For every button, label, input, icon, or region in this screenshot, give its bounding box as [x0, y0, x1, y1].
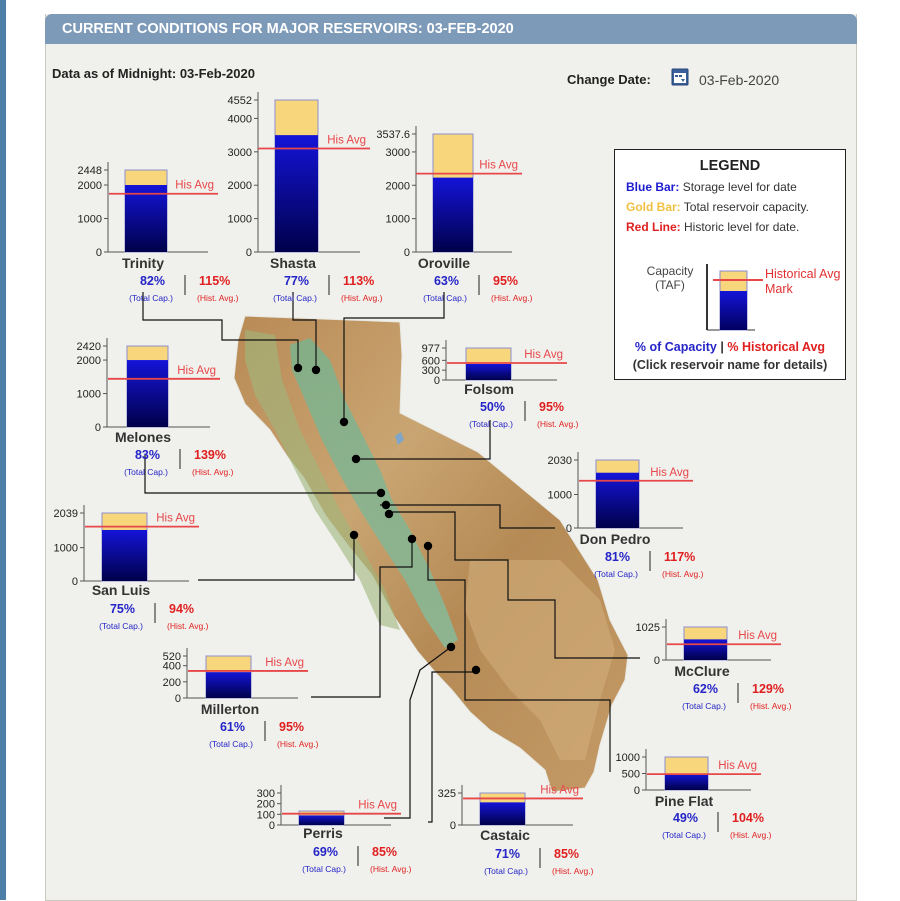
hist-avg-caption: (Hist. Avg.): [192, 467, 234, 477]
reservoir-name-link[interactable]: Pine Flat: [654, 793, 714, 809]
reservoir-location-dot: [340, 418, 348, 426]
reservoir-name-link[interactable]: San Luis: [91, 582, 151, 598]
his-avg-label: His Avg: [479, 159, 518, 172]
pct-capacity-value: 77%: [283, 274, 309, 288]
total-cap-caption: (Total Cap.): [423, 293, 467, 303]
legend-blue-text: Storage level for date: [682, 180, 797, 194]
legend-pct-capacity: % of Capacity: [634, 340, 717, 354]
his-avg-label: His Avg: [524, 348, 563, 361]
legend-separator: |: [720, 340, 724, 354]
reservoir-name-link[interactable]: Oroville: [417, 255, 471, 271]
legend-red-text: Historic level for date.: [684, 220, 800, 234]
total-cap-caption: (Total Cap.): [99, 621, 143, 631]
y-tick-label: 2030: [547, 455, 572, 467]
connector-line: [311, 539, 412, 697]
his-avg-label: His Avg: [738, 630, 777, 643]
reservoir-location-dot: [312, 366, 320, 374]
y-tick-label: 4552: [227, 95, 252, 107]
y-tick-label: 1000: [76, 388, 101, 401]
legend-pct-row: [615, 340, 845, 354]
reservoir-location-dot: [408, 535, 416, 543]
legend-red-row: [626, 220, 799, 234]
storage-bar: [275, 135, 318, 252]
his-avg-label: His Avg: [718, 760, 757, 773]
legend-click-note: (Click reservoir name for details): [632, 358, 828, 372]
storage-bar: [299, 815, 344, 825]
storage-bar: [480, 802, 525, 825]
y-tick-label: 2000: [77, 180, 102, 193]
hist-avg-caption: (Hist. Avg.): [341, 293, 383, 303]
connector-line: [428, 546, 610, 772]
y-tick-label: 1000: [385, 213, 410, 226]
y-tick-label: 0: [653, 655, 660, 667]
legend-capacity-label: Capacity (TAF): [646, 264, 694, 292]
reservoir-location-dot: [377, 489, 385, 497]
y-tick-label: 500: [621, 768, 640, 781]
total-cap-caption: (Total Cap.): [209, 739, 253, 749]
hist-avg-caption: (Hist. Avg.): [197, 293, 239, 303]
y-tick-label: 0: [565, 523, 572, 535]
y-tick-label: 0: [433, 375, 440, 387]
his-avg-label: His Avg: [265, 656, 304, 669]
y-tick-label: 300: [421, 365, 440, 378]
reservoir-name-link[interactable]: Castaic: [480, 827, 530, 843]
legend-blue-row: [626, 180, 797, 194]
y-tick-label: 0: [403, 247, 410, 259]
his-avg-label: His Avg: [177, 364, 216, 377]
total-cap-caption: (Total Cap.): [273, 293, 317, 303]
y-tick-label: 1000: [615, 752, 640, 764]
reservoir-location-dot: [385, 510, 393, 518]
storage-bar: [466, 364, 511, 380]
storage-bar: [433, 178, 473, 252]
reservoir-name-link[interactable]: Millerton: [200, 701, 260, 717]
change-date-label: Change Date:: [567, 72, 651, 87]
y-tick-label: 2000: [385, 180, 410, 193]
his-avg-label: His Avg: [358, 799, 397, 812]
pct-capacity-value: 63%: [433, 274, 459, 288]
total-cap-caption: (Total Cap.): [594, 569, 638, 579]
change-date-value[interactable]: 03-Feb-2020: [699, 72, 780, 88]
legend-box: [614, 149, 846, 380]
y-tick-label: 2448: [77, 165, 102, 177]
y-tick-label: 1000: [227, 213, 252, 226]
y-tick-label: 0: [633, 785, 640, 797]
storage-bar: [125, 185, 167, 252]
y-tick-label: 1000: [77, 213, 102, 226]
legend-blue-key: Blue Bar:: [626, 180, 680, 194]
pct-capacity-value: 62%: [692, 682, 718, 696]
hist-avg-caption: (Hist. Avg.): [537, 419, 579, 429]
y-tick-label: 600: [421, 355, 440, 368]
hist-avg-caption: (Hist. Avg.): [552, 866, 594, 876]
pct-hist-value: 94%: [169, 602, 195, 616]
legend-title: LEGEND: [699, 158, 761, 174]
calendar-icon[interactable]: [671, 68, 689, 86]
pct-hist-value: 95%: [493, 274, 519, 288]
y-tick-label: 1000: [53, 542, 78, 555]
reservoir-name-link[interactable]: Perris: [303, 825, 343, 841]
y-tick-label: 0: [71, 576, 78, 588]
connector-line: [198, 535, 354, 580]
y-tick-label: 3000: [227, 146, 252, 159]
page-title: CURRENT CONDITIONS FOR MAJOR RESERVOIRS: 03-FEB-2020: [62, 21, 514, 37]
y-tick-label: 977: [421, 343, 440, 355]
storage-bar: [102, 530, 147, 581]
reservoir-name-link[interactable]: McClure: [674, 663, 730, 679]
y-tick-label: 4000: [227, 113, 252, 126]
reservoir-name-link[interactable]: Don Pedro: [579, 531, 651, 547]
legend-sample-bar: [705, 262, 765, 334]
y-tick-label: 200: [256, 798, 275, 811]
pct-capacity-value: 83%: [134, 448, 160, 462]
pct-capacity-value: 50%: [479, 400, 505, 414]
reservoir-location-dot: [382, 501, 390, 509]
y-tick-label: 2420: [76, 341, 101, 353]
legend-pct-hist: % Historical Avg: [727, 340, 826, 354]
y-tick-label: 0: [95, 247, 102, 259]
y-tick-label: 0: [174, 693, 181, 705]
total-cap-caption: (Total Cap.): [682, 701, 726, 711]
legend-red-key: Red Line:: [626, 220, 681, 234]
total-cap-caption: (Total Cap.): [124, 467, 168, 477]
his-avg-label: His Avg: [327, 134, 366, 147]
hist-avg-caption: (Hist. Avg.): [277, 739, 319, 749]
storage-bar: [206, 672, 251, 698]
pct-hist-value: 139%: [194, 448, 226, 462]
pct-capacity-value: 75%: [109, 602, 135, 616]
legend-historical-label: Historical Avg Mark: [765, 267, 841, 296]
reservoir-location-dot: [350, 531, 358, 539]
pct-hist-value: 115%: [199, 274, 231, 288]
connector-line: [293, 292, 316, 370]
hist-avg-caption: (Hist. Avg.): [662, 569, 704, 579]
pct-hist-value: 113%: [343, 274, 375, 288]
his-avg-label: His Avg: [156, 512, 195, 525]
y-tick-label: 100: [256, 809, 275, 822]
total-cap-caption: (Total Cap.): [469, 419, 513, 429]
y-tick-label: 3000: [385, 146, 410, 159]
total-cap-caption: (Total Cap.): [662, 830, 706, 840]
his-avg-label: His Avg: [175, 179, 214, 192]
y-tick-label: 400: [162, 660, 181, 673]
hist-avg-caption: (Hist. Avg.): [491, 293, 533, 303]
reservoir-location-dot: [352, 455, 360, 463]
hist-avg-caption: (Hist. Avg.): [167, 621, 209, 631]
reservoir-location-dot: [472, 666, 480, 674]
pct-capacity-value: 81%: [604, 550, 630, 564]
reservoir-name-link[interactable]: Shasta: [270, 255, 316, 271]
y-tick-label: 1000: [547, 489, 572, 502]
total-cap-caption: (Total Cap.): [129, 293, 173, 303]
pct-hist-value: 104%: [732, 811, 764, 825]
total-cap-caption: (Total Cap.): [484, 866, 528, 876]
y-tick-label: 0: [449, 820, 456, 832]
reservoir-location-dot: [447, 643, 455, 651]
hist-avg-caption: (Hist. Avg.): [370, 864, 412, 874]
connector-line: [380, 505, 555, 528]
y-tick-label: 0: [268, 820, 275, 832]
total-cap-caption: (Total Cap.): [302, 864, 346, 874]
reservoir-name-link[interactable]: Trinity: [121, 255, 165, 271]
pct-hist-value: 85%: [554, 847, 580, 861]
y-tick-label: 520: [162, 651, 181, 663]
legend-gold-row: [626, 200, 809, 214]
pct-hist-value: 129%: [752, 682, 784, 696]
y-tick-label: 0: [245, 247, 252, 259]
his-avg-label: His Avg: [650, 466, 689, 479]
y-tick-label: 2000: [227, 180, 252, 193]
legend-gold-text: Total reservoir capacity.: [683, 200, 809, 214]
reservoir-name-link[interactable]: Melones: [114, 429, 172, 445]
pct-hist-value: 95%: [279, 720, 305, 734]
reservoir-location-dot: [294, 364, 302, 372]
his-avg-label: His Avg: [540, 784, 579, 797]
y-tick-label: 2000: [76, 355, 101, 368]
reservoir-name-link[interactable]: Folsom: [464, 381, 514, 397]
y-tick-label: 200: [162, 676, 181, 689]
reservoir-location-dot: [424, 542, 432, 550]
y-tick-label: 325: [437, 788, 456, 800]
pct-capacity-value: 49%: [672, 811, 698, 825]
y-tick-label: 3537.6: [376, 129, 410, 141]
pct-capacity-value: 82%: [139, 274, 165, 288]
hist-avg-caption: (Hist. Avg.): [750, 701, 792, 711]
storage-bar: [127, 360, 168, 427]
legend-gold-key: Gold Bar:: [626, 200, 681, 214]
y-tick-label: 1025: [635, 622, 660, 634]
y-tick-label: 300: [256, 788, 275, 800]
data-timestamp: Data as of Midnight: 03-Feb-2020: [52, 66, 255, 81]
y-tick-label: 2039: [53, 508, 78, 520]
hist-avg-caption: (Hist. Avg.): [730, 830, 772, 840]
storage-bar: [665, 774, 708, 790]
pct-hist-value: 117%: [664, 550, 696, 564]
pct-capacity-value: 61%: [219, 720, 245, 734]
pct-hist-value: 95%: [539, 400, 565, 414]
storage-bar: [684, 639, 727, 660]
pct-capacity-value: 69%: [312, 845, 338, 859]
pct-hist-value: 85%: [372, 845, 398, 859]
pct-capacity-value: 71%: [494, 847, 520, 861]
y-tick-label: 0: [94, 422, 101, 434]
